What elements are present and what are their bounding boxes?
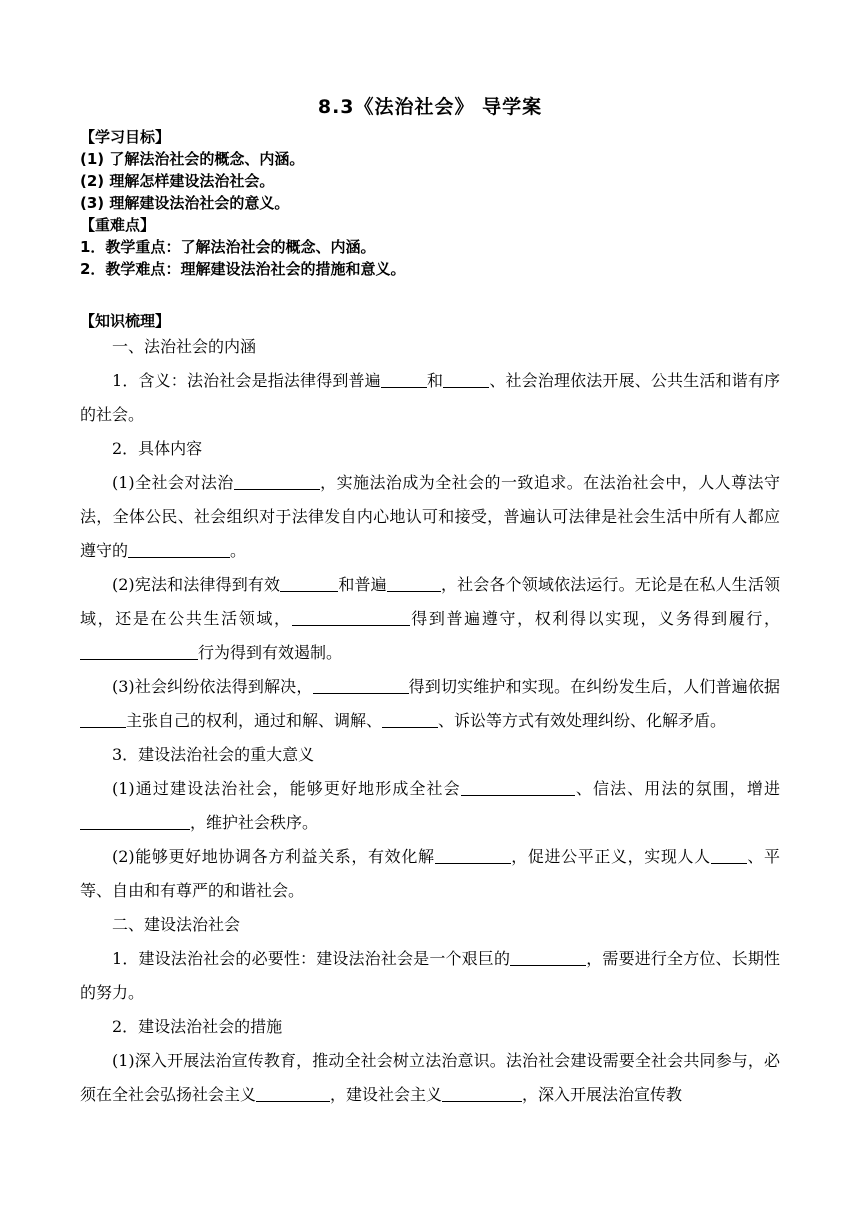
knowledge-heading-wrap	[80, 310, 780, 332]
blank	[80, 709, 126, 728]
objective-item: (1) 了解法治社会的概念、内涵。	[80, 150, 305, 168]
paragraph-significance-1: (1)通过建设法治社会，能够更好地形成全社会 、信法、用法的氛围，增进，维护社会秩序。	[80, 772, 780, 840]
section-heading-2: 2．具体内容	[112, 439, 203, 458]
blank	[292, 607, 410, 626]
knowledge-body	[80, 330, 780, 1112]
blank	[128, 539, 230, 558]
objective-item: (2) 理解怎样建设法治社会。	[80, 172, 275, 190]
section-heading-5: 2．建设法治社会的措施	[112, 1017, 283, 1036]
paragraph-measures-1: (1)深入开展法治宣传教育，推动全社会树立法治意识。法治社会建设需要全社会共同参与，必须在全社会弘扬社会主义 ，建设社会主义 ，深入开展法治宣传教	[80, 1051, 780, 1104]
page-title: 8.3《法治社会》 导学案	[317, 96, 543, 118]
blank	[80, 641, 198, 660]
section-heading-1: 一、法治社会的内涵	[112, 337, 257, 356]
blank	[387, 573, 441, 592]
objectives-section	[80, 126, 780, 280]
blank	[461, 777, 575, 796]
blank	[381, 369, 427, 388]
paragraph-content-3: (3)社会纠纷依法得到解决， 得到切实维护和实现。在纠纷发生后，人们普遍依据主张自己的权利，通过和解、调解、 、诉讼等方式有效处理纠纷、化解矛盾。	[80, 670, 780, 738]
paragraph-content-1: (1)全社会对法治 ，实施法治成为全社会的一致追求。在法治社会中，人人尊法守法，全体公民、社会组织对于法律发自内心地认可和接受，普遍认可法律是社会生活中所有人都应遵守的 。	[80, 473, 780, 560]
section-heading-3: 3．建设法治社会的重大意义	[112, 745, 315, 764]
paragraph-significance-2: (2)能够更好地协调各方利益关系，有效化解 ，促进公平正义，实现人人 、平等、自由和有尊严的和谐社会。	[80, 847, 780, 900]
blank	[443, 369, 489, 388]
blank	[313, 675, 409, 694]
keypoints-heading: 【重难点】	[80, 216, 156, 234]
blank	[510, 947, 586, 966]
paragraph-content-2: (2)宪法和法律得到有效 和普遍 ，社会各个领域依法运行。无论是在私人生活领域，还是在公共生活领域， 得到普遍遵守，权利得以实现，义务得到履行，行为得到有效遏制。	[80, 575, 780, 662]
keypoint-item: 1．教学重点：了解法治社会的概念、内涵。	[80, 238, 376, 256]
blank	[382, 709, 438, 728]
blank	[711, 845, 747, 864]
objectives-heading: 【学习目标】	[80, 128, 171, 146]
objective-item: (3) 理解建设法治社会的意义。	[80, 194, 290, 212]
blank	[442, 1083, 522, 1102]
blank	[80, 811, 190, 830]
paragraph-necessity: 1．建设法治社会的必要性：建设法治社会是一个艰巨的 ，需要进行全方位、长期性的努力。	[80, 949, 780, 1002]
keypoint-item: 2．教学难点：理解建设法治社会的措施和意义。	[80, 260, 406, 278]
blank	[256, 1083, 330, 1102]
section-heading-4: 二、建设法治社会	[112, 915, 241, 934]
blank	[435, 845, 511, 864]
knowledge-heading: 【知识梳理】	[80, 312, 171, 330]
blank	[234, 471, 320, 490]
blank	[280, 573, 338, 592]
paragraph-definition: 1．含义：法治社会是指法律得到普遍 和 、社会治理依法开展、公共生活和谐有序的社会。	[80, 371, 780, 424]
